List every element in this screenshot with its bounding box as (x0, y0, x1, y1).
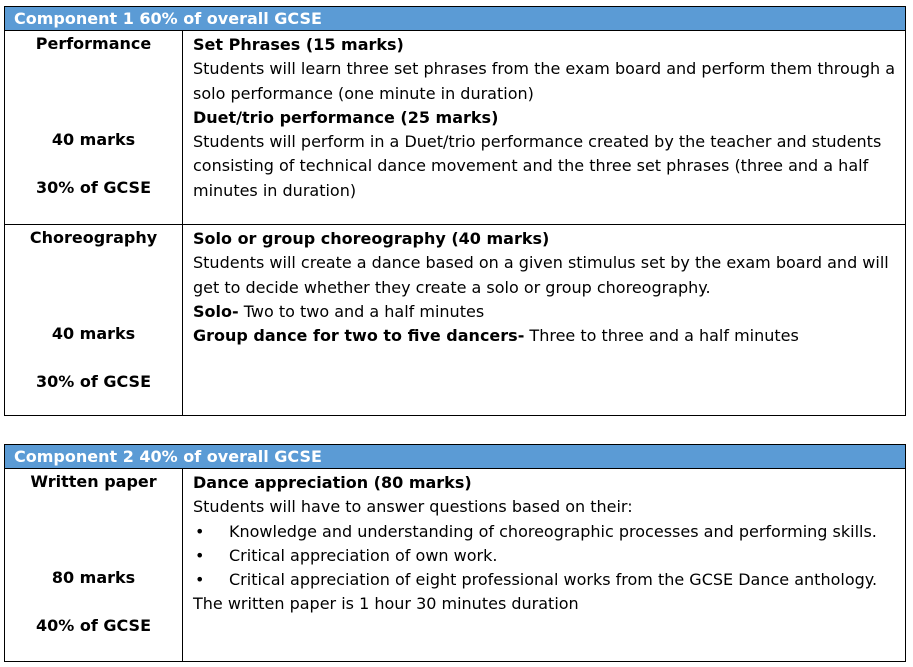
group-line (193, 324, 897, 348)
performance-percent: 30% of GCSE (35, 178, 151, 197)
choreography-label-cell (5, 225, 183, 415)
choreography-heading: Solo or group choreography (40 marks) (193, 229, 550, 248)
duet-trio-heading: Duet/trio performance (25 marks) (193, 107, 499, 127)
component-1-header: Component 1 60% of overall GCSE (5, 7, 905, 31)
written-paper-description (183, 469, 905, 661)
solo-text: Two to two and a half minutes (238, 301, 485, 321)
group-label: Group dance for two to five dancers- (193, 326, 525, 346)
choreography-marks: 40 marks (51, 324, 136, 343)
dance-appreciation-heading: Dance appreciation (80 marks) (193, 473, 472, 492)
written-paper-label-cell (5, 469, 183, 661)
list-item: • Knowledge and understanding of choreographic processes and performing skills. (193, 520, 897, 544)
choreography-description (183, 225, 905, 415)
bullet-list (193, 520, 897, 593)
choreography-row (5, 224, 905, 415)
performance-row (5, 31, 905, 224)
component-2-header: Component 2 40% of overall GCSE (5, 445, 905, 469)
dance-appreciation-intro: Students will have to answer questions based on their: (193, 497, 633, 517)
written-paper-title: Written paper (30, 472, 157, 491)
choreography-percent: 30% of GCSE (35, 372, 151, 391)
component-1-table (4, 6, 906, 416)
duet-trio-text: Students will perform in a Duet/trio performance created by the teacher and students consisting of technical dance movement and the three set phrases (three and a half minutes in duration) (193, 132, 882, 200)
set-phrases-heading: Set Phrases (15 marks) (193, 35, 404, 54)
solo-line (193, 300, 897, 324)
written-paper-marks: 80 marks (51, 568, 136, 587)
performance-label-cell (5, 31, 183, 224)
choreography-title: Choreography (29, 228, 158, 247)
component-2-table (4, 444, 906, 662)
solo-label: Solo- (193, 301, 239, 321)
performance-description (183, 31, 905, 224)
set-phrases-text: Students will learn three set phrases from the exam board and perform them through a solo performance (one minute in duration) (193, 59, 896, 103)
bullet-icon: • (195, 570, 205, 590)
written-paper-row (5, 469, 905, 661)
group-text: Three to three and a half minutes (524, 326, 799, 346)
list-item: • Critical appreciation of own work. (193, 544, 897, 568)
performance-title: Performance (35, 34, 152, 53)
written-paper-duration: The written paper is 1 hour 30 minutes duration (193, 594, 579, 614)
performance-marks: 40 marks (51, 130, 136, 149)
bullet-icon: • (195, 545, 205, 565)
list-item: • Critical appreciation of eight professional works from the GCSE Dance anthology. (193, 568, 897, 592)
choreography-text: Students will create a dance based on a given stimulus set by the exam board and will get to decide whether they create a solo or group choreography. (193, 253, 889, 297)
bullet-icon: • (195, 521, 205, 541)
written-paper-percent: 40% of GCSE (35, 616, 151, 635)
